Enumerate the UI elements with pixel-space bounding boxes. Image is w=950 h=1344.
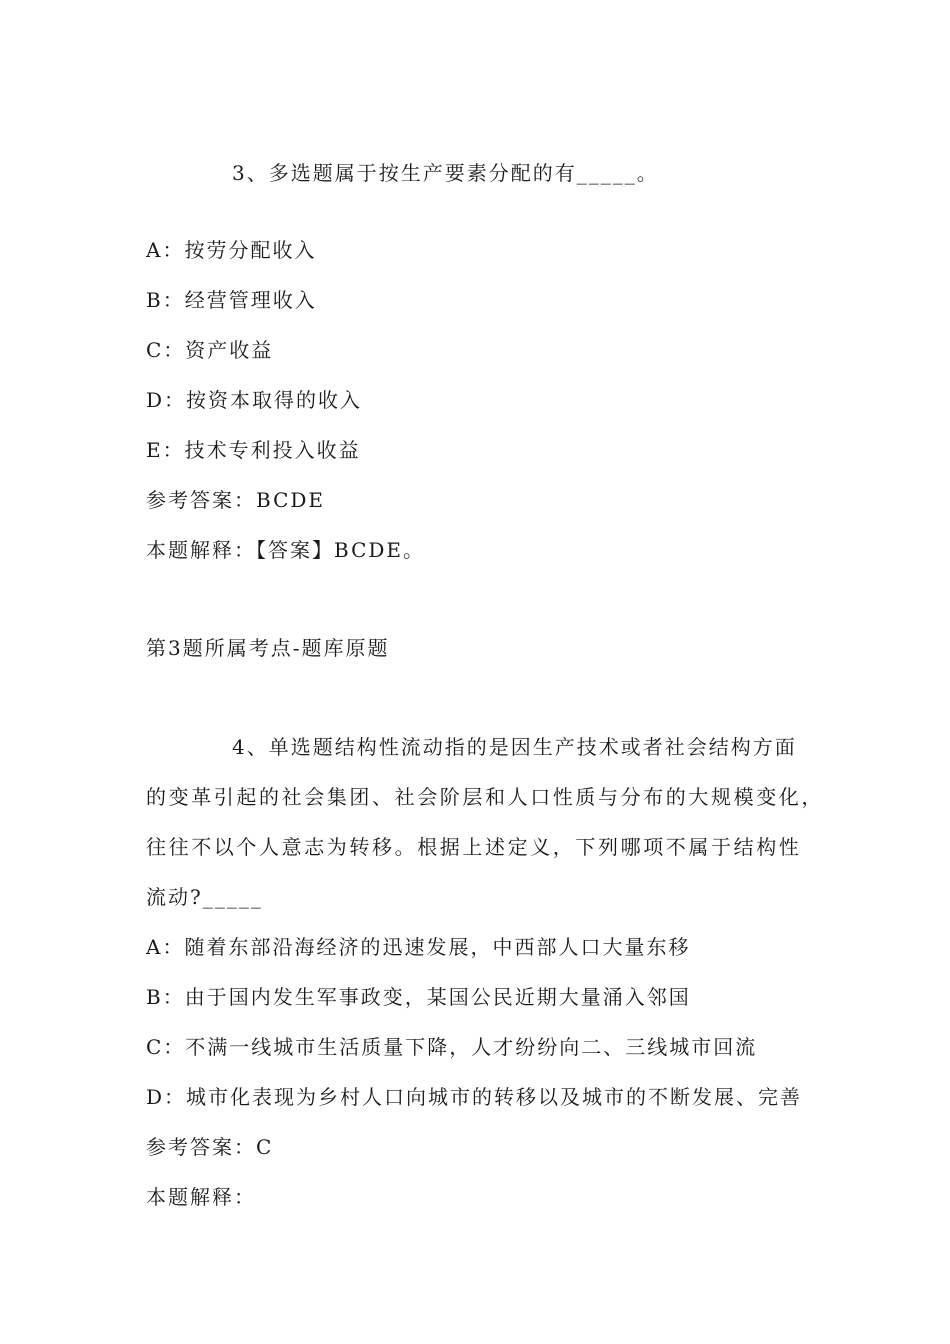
q4-option-d: D：城市化表现为乡村人口向城市的转移以及城市的不断发展、完善 — [146, 1085, 803, 1109]
q4-question-line-4: 流动?_____ — [146, 885, 263, 909]
q4-option-c: C：不满一线城市生活质量下降，人才纷纷向二、三线城市回流 — [146, 1035, 758, 1059]
q3-option-c: C：资产收益 — [146, 338, 274, 362]
q3-option-b: B：经营管理收入 — [146, 288, 317, 312]
q4-explanation: 本题解释： — [146, 1185, 256, 1209]
q4-answer: 参考答案：C — [146, 1135, 274, 1159]
q3-explanation: 本题解释：【答案】BCDE。 — [146, 538, 426, 562]
q4-question-line-2: 的变革引起的社会集团、社会阶层和人口性质与分布的大规模变化， — [146, 785, 824, 809]
q3-option-a: A：按劳分配收入 — [146, 238, 317, 262]
q4-option-a: A：随着东部沿海经济的迅速发展，中西部人口大量东移 — [146, 935, 691, 959]
q3-option-d: D：按资本取得的收入 — [146, 388, 363, 412]
q3-topic: 第3题所属考点-题库原题 — [146, 636, 390, 660]
q3-question: 3、多选题属于按生产要素分配的有_____。 — [232, 161, 659, 185]
q4-question-line-3: 往往不以个人意志为转移。根据上述定义，下列哪项不属于结构性 — [146, 835, 802, 859]
q4-question-line-1: 4、单选题结构性流动指的是因生产技术或者社会结构方面 — [232, 735, 797, 759]
q3-answer: 参考答案：BCDE — [146, 488, 326, 512]
q3-option-e: E：技术专利投入收益 — [146, 438, 361, 462]
q4-option-b: B：由于国内发生军事政变，某国公民近期大量涌入邻国 — [146, 985, 691, 1009]
